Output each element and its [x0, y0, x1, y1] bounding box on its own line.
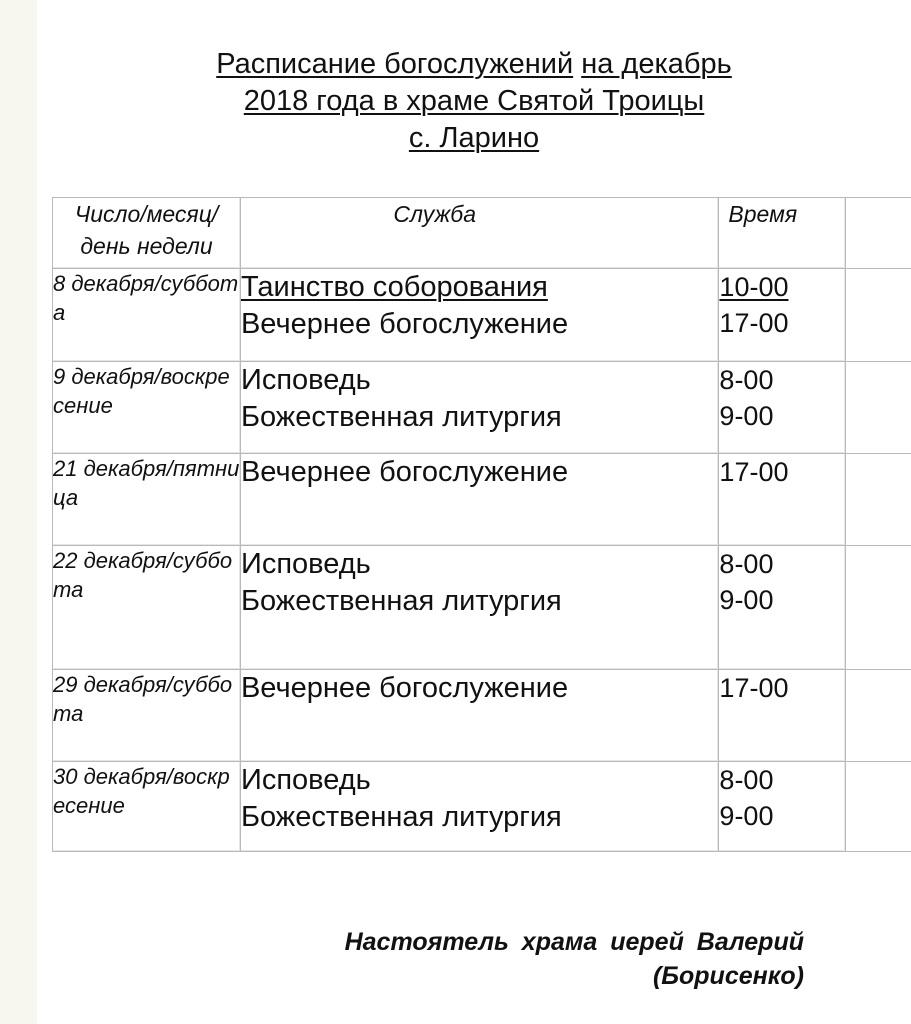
service-item: Исповедь [240, 548, 371, 580]
time-item: 10-00 [719, 272, 789, 302]
table-row [52, 670, 911, 762]
empty-cell [846, 454, 911, 546]
schedule-table [52, 197, 911, 852]
row-services [241, 269, 719, 362]
row-date: 8 декабря/суббота [52, 269, 241, 362]
row-date: 21 декабря/пятница [52, 454, 241, 546]
header-service [241, 197, 719, 269]
empty-cell [846, 197, 911, 269]
title-line-3: с. Ларино [408, 122, 540, 154]
row-times [719, 454, 846, 546]
empty-cell [846, 269, 911, 362]
time-item: 8-00 [719, 765, 774, 795]
row-times [719, 670, 846, 762]
time-item: 8-00 [719, 549, 774, 579]
row-times [719, 362, 846, 454]
title-line-1b: на декабрь [581, 48, 732, 80]
service-item: Божественная литургия [240, 401, 562, 433]
header-date: Число/месяц/ день недели [52, 197, 241, 269]
left-margin-strip [0, 0, 37, 1024]
service-item: Таинство соборования [240, 271, 548, 303]
table-row [52, 454, 911, 546]
time-item: 9-00 [719, 585, 774, 615]
row-date: 9 декабря/воскресение [52, 362, 241, 454]
service-item: Божественная литургия [240, 585, 562, 617]
row-times [719, 762, 846, 852]
title-line-1-sep [573, 48, 581, 80]
page-title [37, 46, 911, 157]
service-item: Вечернее богослужение [240, 672, 569, 704]
row-services [241, 670, 719, 762]
empty-cell [846, 362, 911, 454]
service-item: Вечернее богослужение [240, 308, 569, 340]
row-date: 22 декабря/суббота [52, 546, 241, 670]
title-line-1a: Расписание богослужений [216, 48, 574, 80]
service-item: Исповедь [240, 764, 371, 796]
row-times [719, 269, 846, 362]
empty-cell [846, 546, 911, 670]
empty-cell [846, 670, 911, 762]
time-item: 9-00 [719, 801, 774, 831]
service-item: Божественная литургия [240, 801, 562, 833]
service-item: Вечернее богослужение [240, 456, 569, 488]
signature [345, 925, 804, 993]
header-time: Время [719, 197, 846, 269]
table-row [52, 762, 911, 852]
empty-cell [846, 762, 911, 852]
table-row [52, 269, 911, 362]
time-item: 17-00 [719, 673, 789, 703]
title-line-2: 2018 года в храме Святой Троицы [243, 85, 705, 117]
time-item: 17-00 [719, 308, 789, 338]
time-item: 8-00 [719, 365, 774, 395]
table-row [52, 362, 911, 454]
table-header-row [52, 197, 911, 269]
row-date: 30 декабря/воскресение [52, 762, 241, 852]
time-item: 17-00 [719, 457, 789, 487]
header-service-label: Служба [393, 201, 477, 227]
row-date: 29 декабря/суббота [52, 670, 241, 762]
row-services [241, 762, 719, 852]
title-line-1 [37, 46, 911, 83]
table-row [52, 546, 911, 670]
signature-line-1: Настоятель храма иерей Валерий [344, 928, 804, 956]
signature-line-2: (Борисенко) [652, 962, 804, 990]
row-times [719, 546, 846, 670]
row-services [241, 454, 719, 546]
row-services [241, 546, 719, 670]
service-item: Исповедь [240, 364, 371, 396]
time-item: 9-00 [719, 401, 774, 431]
row-services [241, 362, 719, 454]
